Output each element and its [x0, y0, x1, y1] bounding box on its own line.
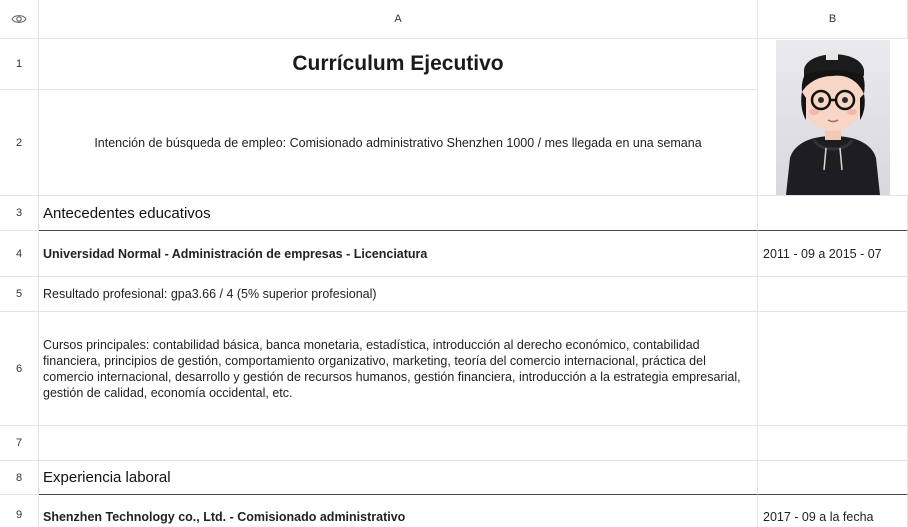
cell-b6[interactable] [758, 312, 908, 426]
cell-a3-section-education[interactable]: Antecedentes educativos [39, 196, 758, 231]
cell-b7[interactable] [758, 426, 908, 461]
row-header-8[interactable]: 8 [0, 461, 39, 495]
cell-a5-result[interactable]: Resultado profesional: gpa3.66 / 4 (5% superior profesional) [39, 277, 758, 312]
cell-a8-section-experience[interactable]: Experiencia laboral [39, 461, 758, 495]
row-header-5[interactable]: 5 [0, 277, 39, 312]
cell-b3[interactable] [758, 196, 908, 231]
photo-cell-b1[interactable] [758, 39, 908, 196]
cell-a1-title[interactable]: Currículum Ejecutivo [39, 39, 758, 90]
row-header-4[interactable]: 4 [0, 231, 39, 277]
cell-b9-dates[interactable]: 2017 - 09 a la fecha [758, 495, 908, 527]
cell-a7[interactable] [39, 426, 758, 461]
row-header-6[interactable]: 6 [0, 312, 39, 426]
row-header-1[interactable]: 1 [0, 39, 39, 90]
row-header-2[interactable]: 2 [0, 90, 39, 196]
cell-a6-courses[interactable]: Cursos principales: contabilidad básica, banca monetaria, estadística, introducción al derecho económico, contabilidad financiera, principios de gestión, comportamiento organizativo, marketing, teoría del comercio internacional, práctica del comercio internacional, desarrollo y gestión de recursos humanos, gestión financiera, introducción a la estrategia empresarial, gestión de calidad, economía occidental, etc. [39, 312, 758, 426]
cell-b5[interactable] [758, 277, 908, 312]
column-header-a[interactable]: A [39, 0, 758, 39]
cell-a2-job-intent[interactable]: Intención de búsqueda de empleo: Comisionado administrativo Shenzhen 1000 / mes llegada en una semana [39, 90, 758, 196]
row-header-9[interactable]: 9 [0, 495, 39, 527]
eye-icon[interactable] [0, 0, 39, 39]
cell-b4-dates[interactable]: 2011 - 09 a 2015 - 07 [758, 231, 908, 277]
cell-a9-company[interactable]: Shenzhen Technology co., Ltd. - Comisionado administrativo [39, 495, 758, 527]
cell-a4-university[interactable]: Universidad Normal - Administración de empresas - Licenciatura [39, 231, 758, 277]
row-header-3[interactable]: 3 [0, 196, 39, 231]
cell-b8[interactable] [758, 461, 908, 495]
row-header-7[interactable]: 7 [0, 426, 39, 461]
avatar [776, 40, 890, 195]
column-header-b[interactable]: B [758, 0, 908, 39]
